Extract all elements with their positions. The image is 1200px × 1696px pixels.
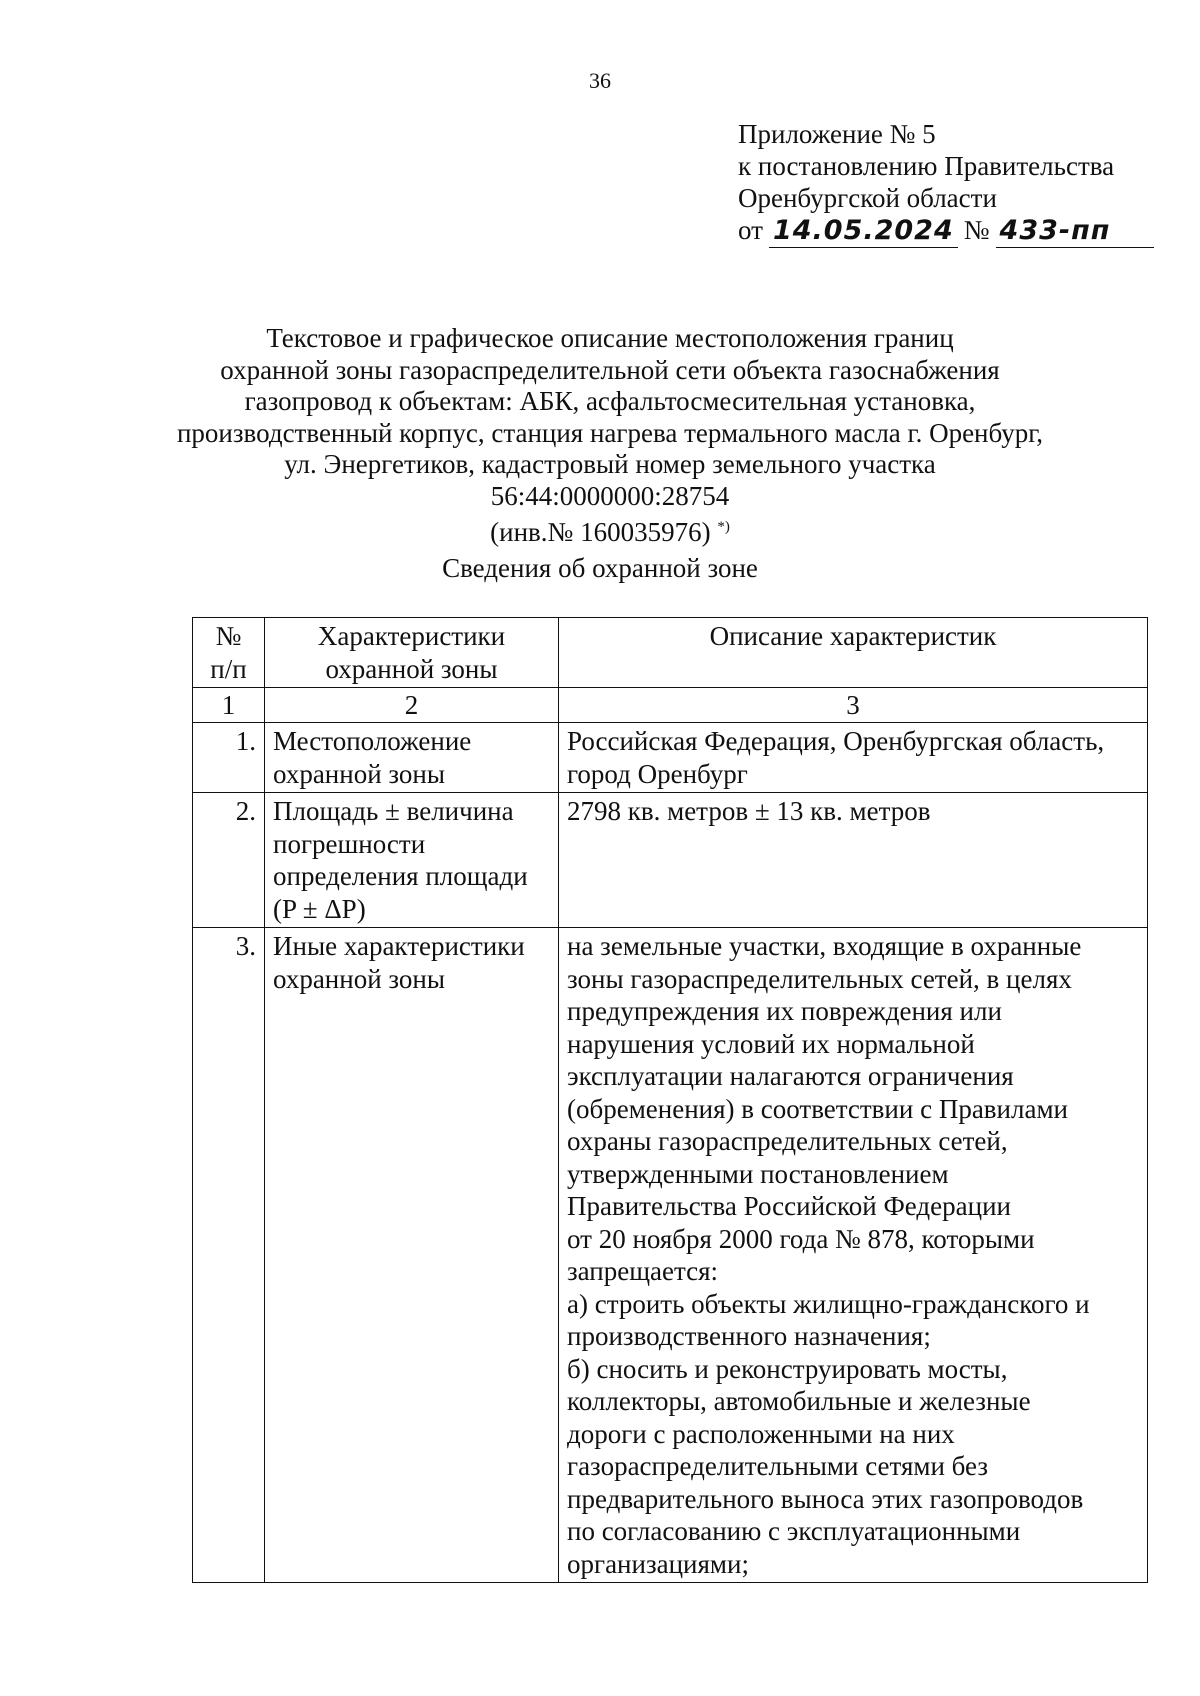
section-subtitle: Сведения об охранной зоне <box>442 553 758 583</box>
row-description: 2798 кв. метров ± 13 кв. метров <box>559 793 1148 928</box>
header-characteristics: Характеристики охранной зоны <box>265 618 559 688</box>
header-number: № п/п <box>193 618 265 688</box>
title-line-3: газопровод к объектам: АБК, асфальтосмесительная установка, <box>244 386 976 416</box>
handwritten-number: 433-пп <box>996 215 1154 248</box>
row-characteristic: Площадь ± величина погрешности определения площади (P ± ΔP) <box>265 793 559 928</box>
table-header-row <box>193 618 1148 688</box>
table-row <box>193 928 1148 1583</box>
title-line-2: охранной зоны газораспределительной сети объекта газоснабжения <box>220 354 1000 385</box>
document-title <box>170 323 1050 549</box>
header-description: Описание характеристик <box>559 618 1148 688</box>
row-description: Российская Федерация, Оренбургская область, город Оренбург <box>559 723 1148 793</box>
title-line-1: Текстовое и графическое описание местоположения границ <box>266 323 954 353</box>
table-row <box>193 723 1148 793</box>
appendix-block <box>738 118 1160 248</box>
row-characteristic: Местоположение охранной зоны <box>265 723 559 793</box>
inventory-number: (инв.№ 160035976) <box>490 517 711 547</box>
appendix-line-1: Приложение № 5 <box>738 119 936 149</box>
row-description: на земельные участки, входящие в охранные зоны газораспределительных сетей, в целях предупреждения их повреждения или нарушения условий их нормальной эксплуатации налагаются ограничения (обременения) в соответствии с Правилами охраны газораспределительных сетей, утвержденными постановлением Правительства Российской Федерации от 20 ноября 2000 года № 878, которыми запрещается: а) строить объекты жилищно-гражданского и производственного назначения; б) сносить и реконструировать мосты, коллекторы, автомобильные и железные дороги с расположенными на них газораспределительными сетями без предварительного выноса этих газопроводов по согласованию с эксплуатационными организациями; <box>559 928 1148 1583</box>
footnote-mark: *) <box>717 519 730 535</box>
appendix-line-2: к постановлению Правительства <box>738 151 1115 181</box>
index-cell-2: 2 <box>265 688 559 723</box>
title-line-6 <box>170 512 1050 549</box>
row-number: 3. <box>193 928 265 1583</box>
protection-zone-table <box>192 617 1148 1583</box>
date-prefix: от <box>738 215 763 245</box>
row-number: 1. <box>193 723 265 793</box>
appendix-date-line <box>738 214 1160 248</box>
page-number: 36 <box>589 68 611 93</box>
table-row <box>193 793 1148 928</box>
appendix-line-3: Оренбургской области <box>738 183 997 213</box>
index-cell-1: 1 <box>193 688 265 723</box>
title-line-4: производственный корпус, станция нагрева термального масла г. Оренбург, <box>176 417 1043 448</box>
table-index-row <box>193 688 1148 723</box>
number-prefix: № <box>963 215 990 245</box>
index-cell-3: 3 <box>559 688 1148 723</box>
title-line-5: ул. Энергетиков, кадастровый номер земельного участка 56:44:0000000:28754 <box>284 449 936 511</box>
row-number: 2. <box>193 793 265 928</box>
row-characteristic: Иные характеристики охранной зоны <box>265 928 559 1583</box>
handwritten-date: 14.05.2024 <box>769 215 958 248</box>
